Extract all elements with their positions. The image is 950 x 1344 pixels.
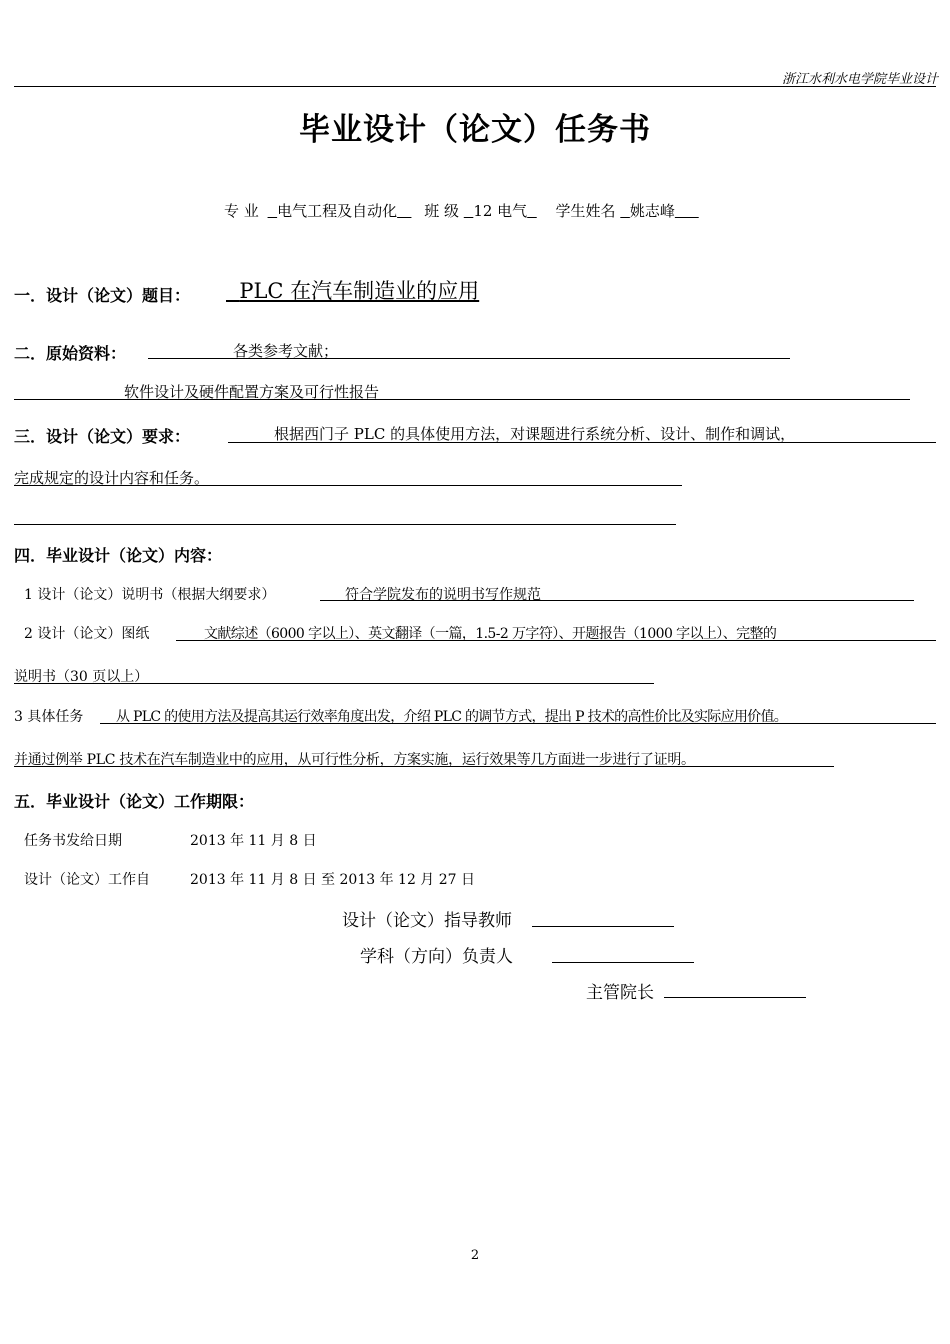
content-item-3-value: 从 PLC 的使用方法及提高其运行效率角度出发，介绍 PLC 的调节方式，提出 P 技术的高性价比及实际应用价值。 bbox=[116, 709, 788, 725]
thesis-title: PLC 在汽车制造业的应用 bbox=[239, 279, 480, 303]
content-item-3-label: 3 具体任务 bbox=[14, 709, 84, 725]
content-item-2-continuation: 说明书（30 页以上） bbox=[14, 669, 149, 685]
discipline-head-signature-line bbox=[552, 962, 694, 963]
major-value: 电气工程及自动化 bbox=[277, 202, 398, 220]
header-institution: 浙江水利水电学院毕业设计 bbox=[781, 72, 938, 87]
requirements-1: 根据西门子 PLC 的具体使用方法，对课题进行系统分析、设计、制作和调试， bbox=[274, 425, 796, 443]
dean-signature-line bbox=[664, 997, 806, 998]
section-4-label: 四．毕业设计（论文）内容： bbox=[14, 546, 223, 565]
content-item-2-value: 文献综述（6000 字以上）、英文翻译（一篇，1.5-2 万字符）、开题报告（1000 字以上）、完整的 bbox=[204, 626, 777, 642]
section-1-label: 一．设计（论文）题目： bbox=[14, 286, 191, 305]
work-period-label: 设计（论文）工作自 bbox=[24, 872, 150, 888]
section-2-label: 二．原始资料： bbox=[14, 344, 127, 363]
advisor-signature-label: 设计（论文）指导教师 bbox=[342, 911, 512, 931]
section-3-label: 三．设计（论文）要求： bbox=[14, 427, 191, 446]
requirements-2: 完成规定的设计内容和任务。 bbox=[14, 469, 210, 487]
content-item-1-label: 1 设计（论文）说明书（根据大纲要求） bbox=[24, 587, 276, 603]
issue-date-value: 2013 年 11 月 8 日 bbox=[190, 833, 317, 849]
section-5-label: 五．毕业设计（论文）工作期限： bbox=[14, 792, 255, 811]
content-item-2-label: 2 设计（论文）图纸 bbox=[24, 626, 150, 642]
dean-signature-label: 主管院长 bbox=[586, 983, 654, 1003]
class-label: 班 级 bbox=[424, 202, 459, 220]
issue-date-label: 任务书发给日期 bbox=[24, 833, 122, 849]
content-item-1-value: 符合学院发布的说明书写作规范 bbox=[345, 587, 541, 603]
source-materials-2: 软件设计及硬件配置方案及可行性报告 bbox=[124, 383, 380, 401]
major-label: 专 业 bbox=[224, 202, 259, 220]
page-number: 2 bbox=[470, 1248, 480, 1263]
header-rule bbox=[14, 86, 936, 87]
underline bbox=[14, 524, 676, 525]
discipline-head-signature-label: 学科（方向）负责人 bbox=[360, 947, 513, 967]
source-materials-1: 各类参考文献； bbox=[233, 342, 339, 360]
advisor-signature-line bbox=[532, 926, 674, 927]
content-item-3-continuation: 并通过例举 PLC 技术在汽车制造业中的应用，从可行性分析，方案实施，运行效果等几方面进一步进行了证明。 bbox=[14, 752, 695, 768]
work-period-value: 2013 年 11 月 8 日 至 2013 年 12 月 27 日 bbox=[190, 872, 476, 888]
student-name-value: 姚志峰 bbox=[629, 202, 675, 220]
student-info bbox=[224, 200, 699, 221]
page-title: 毕业设计（论文）任务书 bbox=[299, 112, 651, 148]
class-value: 12 电气 bbox=[473, 202, 528, 220]
student-name-label: 学生姓名 bbox=[555, 202, 616, 220]
